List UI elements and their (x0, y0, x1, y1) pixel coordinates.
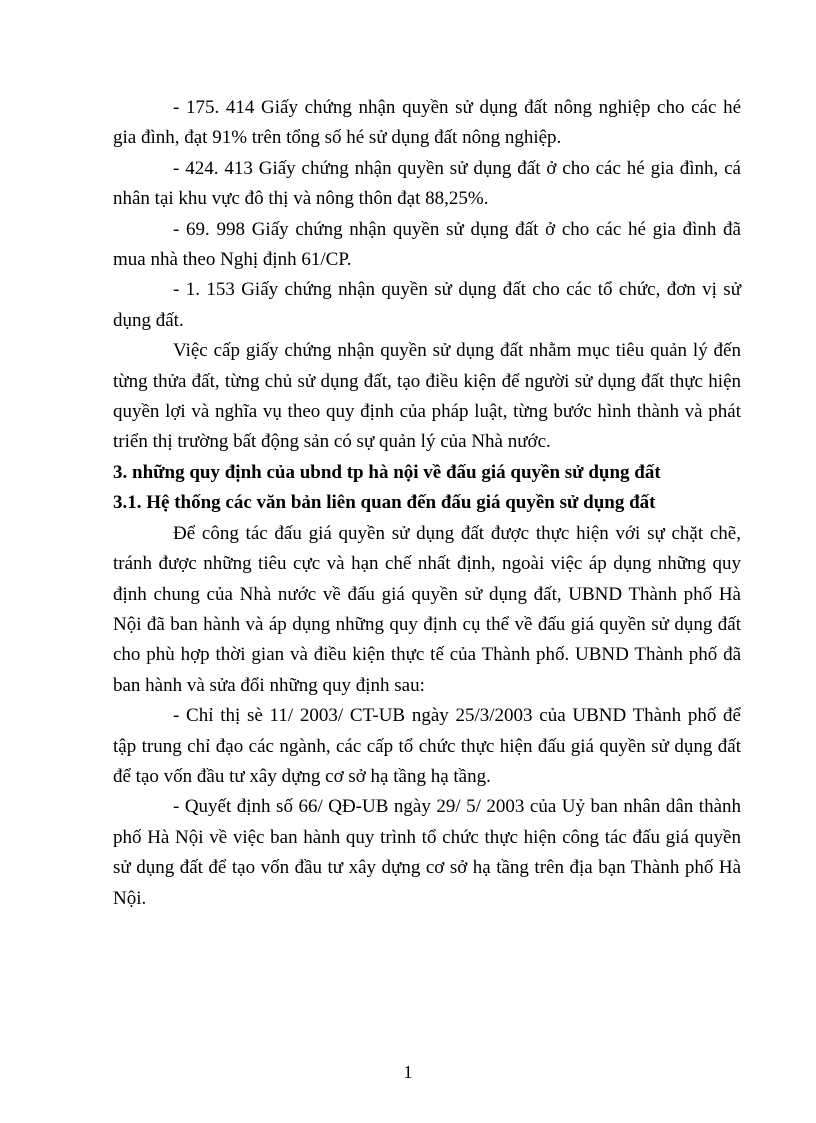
paragraph-decision-66: - Quyết định số 66/ QĐ-UB ngày 29/ 5/ 2003 của Uỷ ban nhân dân thành phố Hà Nội về việc ban hành quy trình tổ chức thực hiện công tác đấu giá quyền sử dụng đất để tạo vốn đầu tư xây dựng cơ sở hạ tầng trên địa bạn Thành phố Hà Nội. (113, 796, 741, 909)
paragraph-decree-61-certificates: - 69. 998 Giấy chứng nhận quyền sử dụng đất ở cho các hé gia đình đã mua nhà theo Nghị định 61/CP. (113, 218, 741, 271)
section-heading: 3. những quy định của ubnd tp hà nội về đấu giá quyền sử dụng đất (113, 461, 661, 483)
subsection-heading: 3.1. Hệ thống các văn bản liên quan đến đấu giá quyền sử dụng đất (113, 492, 656, 514)
paragraph-auction-regulations: Để công tác đấu giá quyền sử dụng đất được thực hiện với sự chặt chẽ, tránh được những tiêu cực và hạn chế nhất định, ngoài việc áp dụng những quy định chung của Nhà nước về đấu giá quyền sử dụng đất, UBND Thành phố Hà Nội đã ban hành và áp dụng những quy định cụ thể về đấu giá quyền sử dụng đất cho phù hợp thời gian và điều kiện thực tế của Thành phố. UBND Thành phố đã ban hành và sửa đổi những quy định sau: (113, 522, 741, 696)
paragraph-agricultural-certificates: - 175. 414 Giấy chứng nhận quyền sử dụng đất nông nghiệp cho các hé gia đình, đạt 91% trên tổng số hé sử dụng đất nông nghiệp. (113, 97, 741, 149)
paragraph-directive-11: - Chỉ thị sè 11/ 2003/ CT-UB ngày 25/3/2003 của UBND Thành phố để tập trung chỉ đạo các ngành, các cấp tổ chức thực hiện đấu giá quyền sử dụng đất để tạo vốn đầu tư xây dựng cơ sở hạ tầng hạ tầng. (113, 705, 741, 787)
paragraph-certificate-purpose: Việc cấp giấy chứng nhận quyền sử dụng đất nhằm mục tiêu quản lý đến từng thửa đất, từng chủ sử dụng đất, tạo điều kiện để người sử dụng đất thực hiện quyền lợi và nghĩa vụ theo quy định của pháp luật, từng bước hình thành và phát triển thị trường bất động sản có sự quản lý của Nhà nước. (113, 340, 741, 453)
page-number: 1 (403, 1062, 413, 1082)
document-body (113, 93, 741, 914)
paragraph-organization-certificates: - 1. 153 Giấy chứng nhận quyền sử dụng đất cho các tổ chức, đơn vị sử dụng đất. (113, 279, 741, 331)
paragraph-residential-certificates: - 424. 413 Giấy chứng nhận quyền sử dụng đất ở cho các hé gia đình, cá nhân tại khu vực đô thị và nông thôn đạt 88,25%. (113, 157, 741, 210)
